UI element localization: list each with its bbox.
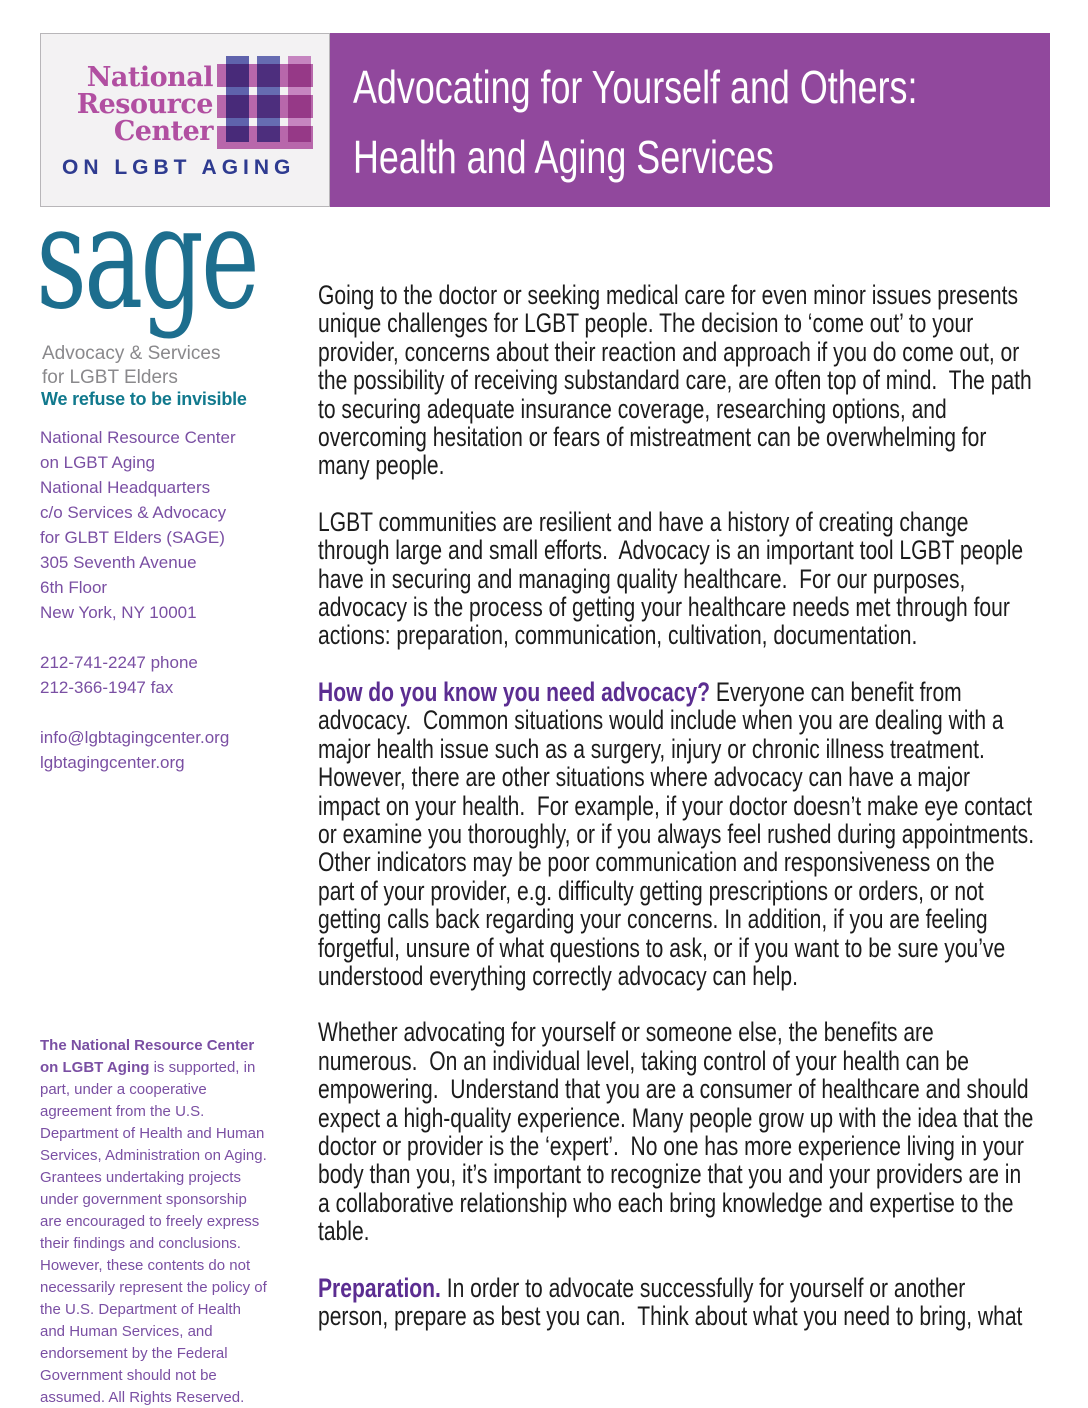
title-banner-inner [330,33,1050,192]
fax-number: 212-366-1947 fax [40,678,174,697]
funding-disclaimer-text: is supported, in part, under a cooperative agreement from the U.S. Department of Health and Human Services, Administration on Aging. Grantees undertaking projects under government sponsorship are encouraged to freely express their findings and conclusions. However, these contents do not necessarily represent the policy of the U.S. Department of Health and Human Services, and endorsement by the Federal Government should not be assumed. All Rights Reserved. [40,1059,271,1406]
section-heading-need-advocacy: How do you know you need advocacy? [318,676,711,707]
section-heading-preparation: Preparation. [318,1272,441,1303]
sage-motto: We refuse to be invisible [41,389,247,409]
phone-number: 212-741-2247 phone [40,653,198,672]
paragraph-benefits: Whether advocating for yourself or someone else, the benefits are numerous. On an individual level, taking control of your health can be empowering. Understand that you are a consumer of healthcare and should expect a high-quality experience. Many people grow up with the idea that the doctor or provider is the ‘expert’. No one has more experience living in your body than you, it’s important to recognize that you and your providers are in a collaborative relationship who each bring knowledge and expertise to the table. [318,1017,1040,1247]
address-line: 305 Seventh Avenue [40,553,197,572]
document-title-line2: Health and Aging Services [353,131,774,183]
nrc-logo-wordmark [41,64,213,145]
paragraph-need-advocacy-text: Everyone can benefit from advocacy. Common situations would include when you are dealing with a major health issue such as a surgery, injury or chronic illness treatment. However, there are other situations where advocacy can have a major impact on your health. For example, if your doctor doesn’t make eye contact or examine you thoroughly, or if you always feel rushed during appointments. Other indicators may be poor communication and responsiveness on the part of your provider, e.g. difficulty getting prescriptions or orders, or not getting calls back regarding your concerns. In addition, if you are feeling forgetful, unsure of what questions to ask, or if you want to be sure you’ve understood everything correctly advocacy can help. [318,676,1046,991]
paragraph-preparation-text: In order to advocate successfully for yourself or another person, prepare as best you can. Think about what you need to bring, what [318,1272,1023,1331]
article-body [318,280,1046,1358]
sage-tagline [42,342,220,390]
funding-disclaimer [40,1035,271,1408]
nrc-logo-line3: Center [113,116,213,147]
address-line: National Headquarters [40,478,211,497]
sage-tagline-line2: for LGBT Elders [42,367,178,388]
paragraph-need-advocacy [318,676,1046,991]
paragraph-communities: LGBT communities are resilient and have a history of creating change through large and small efforts. Advocacy is an important tool LGBT people have in securing and managing quality healthcare. For our purposes, advocacy is the process of getting your healthcare needs met through four actions: preparation, communication, cultivation, documentation. [318,506,1029,651]
sage-tagline-line1: Advocacy & Services [42,343,221,364]
website-url: lgbtagingcenter.org [40,753,185,772]
plaid-weave-icon [217,52,313,146]
title-banner [330,33,1050,207]
address-line: National Resource Center [40,428,236,447]
paragraph-preparation [318,1274,1034,1331]
sage-logo-wordmark: sage [36,176,257,341]
paragraph-intro: Going to the doctor or seeking medical care for even minor issues presents unique challenges for LGBT people. The decision to ‘come out’ to your provider, concerns about their reaction and approach if you do come out, or the possibility of receiving substandard care, are often top of mind. The path to securing adequate insurance coverage, researching options, and overcoming hesitation or fears of mistreatment can be overwhelming for many people. [318,280,1038,481]
spacer [40,625,280,650]
nrc-logo-line1: National [86,62,213,93]
address-line: 6th Floor [40,578,108,597]
document-title-line1: Advocating for Yourself and Others: [353,61,918,113]
contact-block [40,425,280,775]
nrc-logo-tagline: ON LGBT AGING [62,156,296,179]
address-line: for GLBT Elders (SAGE) [40,528,225,547]
funding-disclaimer-lead: The National Resource Center on LGBT Aging [40,1037,259,1076]
email-address: info@lgbtagingcenter.org [40,728,230,747]
address-line: New York, NY 10001 [40,603,197,622]
address-line: on LGBT Aging [40,453,155,472]
spacer [40,700,280,725]
address-line: c/o Services & Advocacy [40,503,227,522]
address-lines [40,425,280,625]
nrc-logo-line2: Resource [76,89,213,120]
